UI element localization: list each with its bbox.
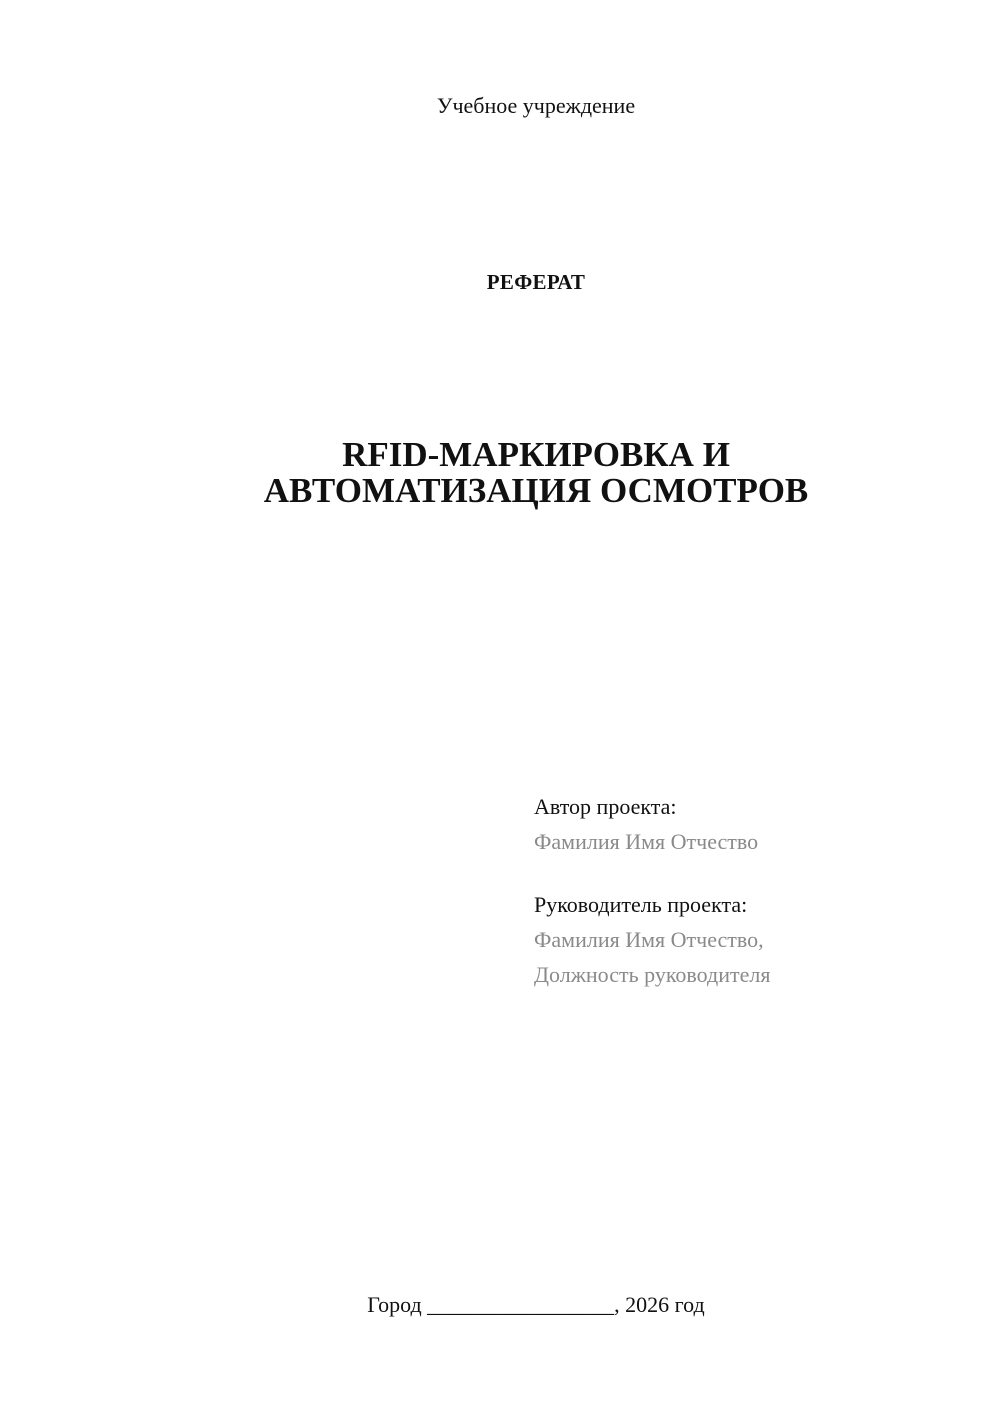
supervisor-name: Фамилия Имя Отчество, — [534, 927, 764, 952]
document-title-line-2: АВТОМАТИЗАЦИЯ ОСМОТРОВ — [263, 471, 809, 510]
supervisor-label: Руководитель проекта: — [534, 892, 748, 917]
author-label: Автор проекта: — [534, 794, 677, 819]
city-year-line: Город _________________, 2026 год — [367, 1292, 705, 1317]
supervisor-position: Должность руководителя — [534, 962, 771, 987]
document-title — [0, 437, 1000, 509]
document-title-line-1: RFID-МАРКИРОВКА И — [342, 435, 730, 474]
signature-block — [534, 789, 974, 992]
author-name: Фамилия Имя Отчество — [534, 829, 759, 854]
institution-name: Учебное учреждение — [436, 93, 636, 118]
signature-spacer — [534, 859, 974, 887]
document-type: РЕФЕРАТ — [486, 270, 586, 294]
